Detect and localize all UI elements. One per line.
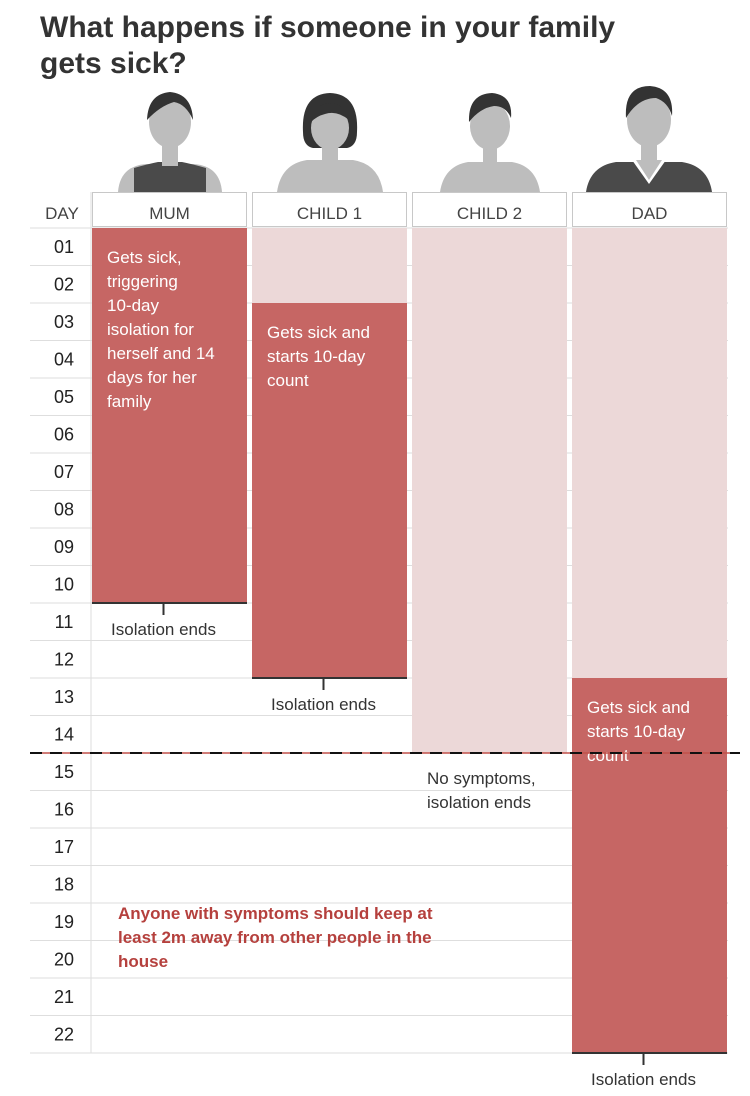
column-header-label: CHILD 1 <box>296 204 363 223</box>
day-label: 16 <box>53 799 75 820</box>
bar-note-text: count <box>587 746 629 765</box>
day-label: 06 <box>53 424 75 445</box>
day-label: 09 <box>53 537 75 557</box>
bar-note-text: count <box>267 371 309 390</box>
column-header-label: DAD <box>631 204 668 223</box>
end-label: isolation ends <box>427 793 531 812</box>
title-line-2: gets sick? <box>40 47 187 80</box>
callout-text: house <box>118 952 169 971</box>
title-line-1: What happens if someone in your family <box>40 11 616 44</box>
end-label: Isolation ends <box>591 1070 696 1089</box>
day-label: 10 <box>53 574 75 595</box>
day-label: 15 <box>53 762 75 782</box>
bar-note-text: family <box>107 392 152 411</box>
isolation-bar <box>412 228 567 753</box>
bar-note-text: Gets sick, <box>107 248 182 267</box>
day-label: 20 <box>53 949 75 970</box>
bar-note-text: 10-day <box>107 296 159 315</box>
end-label: Isolation ends <box>271 695 376 714</box>
bar-note-text: starts 10-day <box>587 722 686 741</box>
day-label: 07 <box>53 462 75 482</box>
day-label: 12 <box>53 649 75 670</box>
end-label: Isolation ends <box>111 620 216 639</box>
bar-note-text: days for her <box>107 368 197 387</box>
bar-note-text: herself and 14 <box>107 344 215 363</box>
bar-note-text: starts 10-day <box>267 347 366 366</box>
day-label: 13 <box>53 687 75 707</box>
day-axis-title: DAY <box>45 204 79 223</box>
day-label: 08 <box>53 499 75 520</box>
day-label: 11 <box>54 612 74 632</box>
bar-note-text: isolation for <box>107 320 194 339</box>
column-header-label: CHILD 2 <box>456 204 523 223</box>
callout-text: Anyone with symptoms should keep at <box>118 904 433 923</box>
bar-note-text: Gets sick and <box>587 698 690 717</box>
day-label: 19 <box>53 912 75 932</box>
day-label: 02 <box>53 274 75 295</box>
day-label: 05 <box>53 387 75 407</box>
day-label: 14 <box>53 724 75 745</box>
day-label: 03 <box>53 312 75 332</box>
day-label: 04 <box>53 349 75 370</box>
day-label: 22 <box>53 1024 75 1045</box>
day-label: 01 <box>53 237 75 257</box>
bar-note-text: Gets sick and <box>267 323 370 342</box>
day-label: 18 <box>53 874 75 895</box>
day-label: 17 <box>53 837 75 857</box>
callout-text: least 2m away from other people in the <box>118 928 432 947</box>
column-header-label: MUM <box>149 204 190 223</box>
end-label: No symptoms, <box>427 769 536 788</box>
bar-note-text: triggering <box>107 272 178 291</box>
day-label: 21 <box>53 987 75 1007</box>
